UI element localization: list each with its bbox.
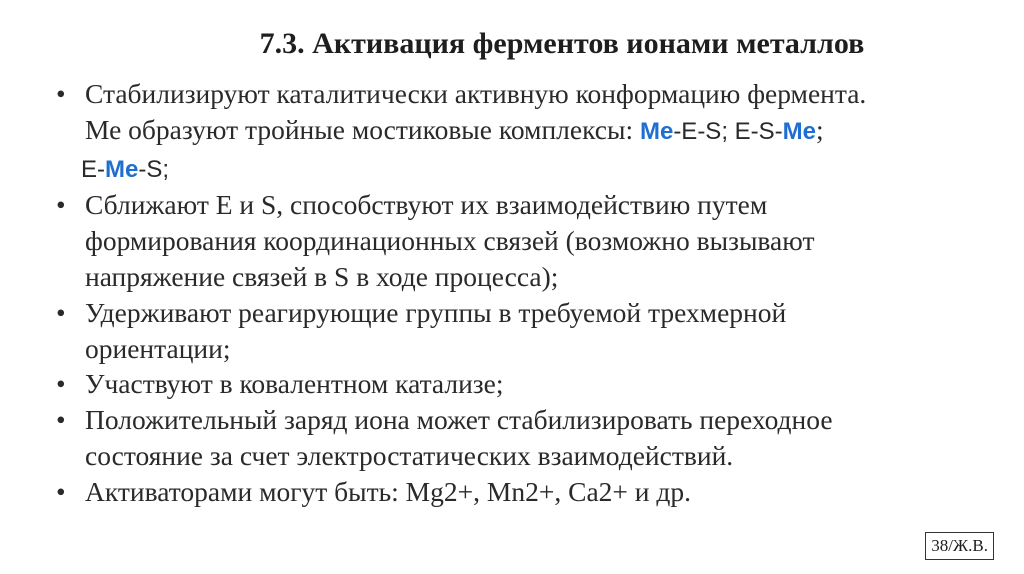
- bullet-line: [81, 150, 956, 188]
- bullet-item-bring-together: [56, 187, 956, 294]
- formula-text: -E-S; E-S-: [673, 117, 783, 145]
- bullet-line: Участвуют в ковалентном катализе;: [85, 368, 504, 400]
- bullet-item-hold-groups: [56, 295, 956, 367]
- bullet-line: ориентации;: [85, 332, 231, 364]
- slide-title: 7.3. Активация ферментов ионами металлов: [259, 27, 865, 60]
- formula-text: E-: [81, 155, 105, 183]
- metal-highlight: Me: [639, 117, 674, 145]
- bullet-item-positive-charge: [56, 402, 956, 474]
- bullet-dot: •: [56, 296, 66, 328]
- bullet-dot: •: [56, 78, 66, 109]
- bullet-text: Ме образуют тройные мостиковые комплексы:: [85, 113, 640, 145]
- page-number-badge: 38/Ж.В.: [925, 532, 994, 560]
- bullet-line: [85, 112, 956, 150]
- bullet-line: Активаторами могут быть: Mg2+, Mn2+, Ca2+ и др.: [85, 475, 691, 507]
- bullet-line: Стабилизируют каталитически активную конформацию фермента.: [85, 78, 867, 109]
- bullet-dot: •: [56, 475, 66, 507]
- metal-highlight: Me: [782, 117, 816, 145]
- formula-text: ;: [816, 113, 824, 145]
- bullet-dot: •: [56, 404, 66, 436]
- bullet-dot: •: [56, 189, 66, 221]
- bullet-item-covalent: [56, 366, 956, 402]
- formula-text: -S;: [138, 155, 170, 183]
- bullet-line: Положительный заряд иона может стабилизировать переходное: [85, 404, 833, 436]
- bullet-item-activators: [56, 474, 956, 510]
- metal-highlight: Me: [105, 155, 139, 183]
- bullet-item-stabilize: [56, 76, 956, 187]
- bullet-list: [56, 76, 956, 510]
- bullet-line: Удерживают реагирующие группы в требуемой трехмерной: [85, 296, 787, 328]
- bullet-dot: •: [56, 368, 66, 400]
- bullet-line: Сближают Е и S, способствуют их взаимодействию путем: [85, 189, 768, 221]
- bullet-line: состояние за счет электростатических взаимодействий.: [85, 439, 734, 471]
- bullet-line: формирования координационных связей (возможно вызывают: [85, 225, 815, 257]
- bullet-line: напряжение связей в S в ходе процесса);: [85, 260, 559, 292]
